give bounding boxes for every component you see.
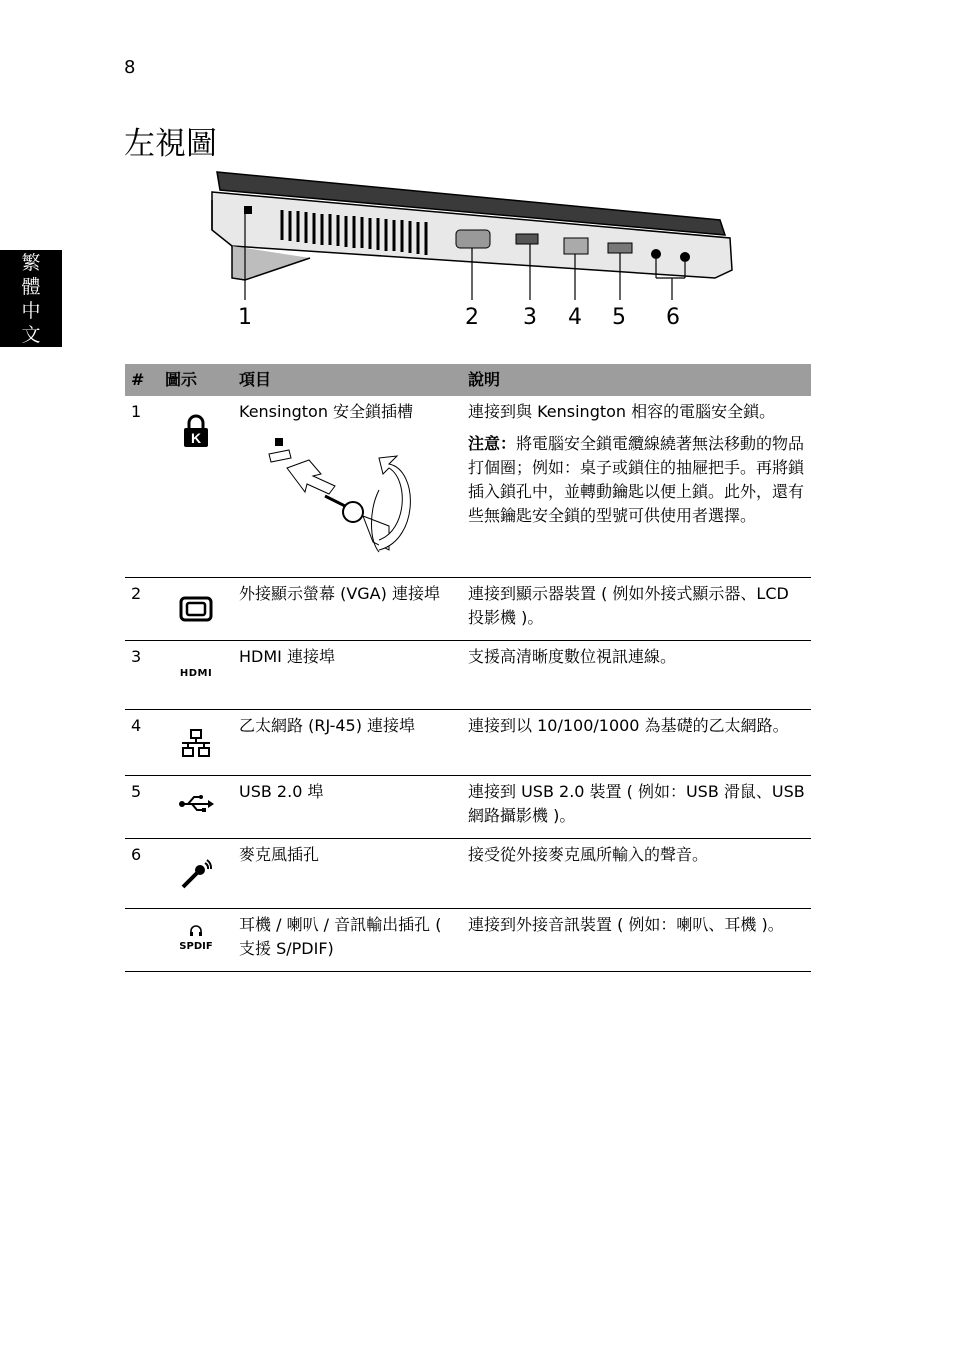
callout-number: 5	[612, 305, 626, 330]
row-number: 6	[125, 839, 159, 909]
page-number: 8	[124, 57, 136, 78]
row-number: 5	[125, 776, 159, 839]
table-row	[125, 776, 811, 839]
header-description: 說明	[462, 364, 811, 396]
row-description: 連接到以 10/100/1000 為基礎的乙太網路。	[462, 710, 811, 776]
side-tab-char: 文	[21, 323, 41, 346]
headphone-spdif-icon	[165, 923, 227, 953]
callout-number: 1	[238, 305, 252, 330]
row-item: HDMI 連接埠	[233, 641, 462, 710]
vga-port-icon	[179, 596, 213, 622]
table-row	[125, 839, 811, 909]
row-item: 耳機 / 喇叭 / 音訊輸出插孔 ( 支援 S/PDIF)	[233, 909, 462, 972]
microphone-icon	[179, 857, 213, 891]
callout-number: 6	[666, 305, 680, 330]
side-tab-char: 中	[21, 299, 41, 322]
row-item: Kensington 安全鎖插槽	[239, 402, 414, 421]
callout-number: 4	[568, 305, 582, 330]
row-description: 連接到外接音訊裝置 ( 例如：喇叭、耳機 )。	[462, 909, 811, 972]
row-item: 外接顯示螢幕 (VGA) 連接埠	[233, 578, 462, 641]
header-item: 項目	[233, 364, 462, 396]
table-row	[125, 396, 811, 578]
table-row	[125, 641, 811, 710]
table-header-row	[125, 364, 811, 396]
table-row	[125, 909, 811, 972]
row-description: 連接到 USB 2.0 裝置 ( 例如：USB 滑鼠、USB 網路攝影機 )。	[462, 776, 811, 839]
callout-number: 3	[523, 305, 537, 330]
spdif-label: SPDIF	[179, 941, 213, 952]
row-item: 麥克風插孔	[233, 839, 462, 909]
section-title: 左視圖	[124, 126, 217, 162]
callout-number: 2	[465, 305, 479, 330]
row-description: 連接到顯示器裝置 ( 例如外接式顯示器、LCD 投影機 )。	[462, 578, 811, 641]
row-number: 3	[125, 641, 159, 710]
row-number: 2	[125, 578, 159, 641]
language-side-tab	[0, 250, 62, 347]
ethernet-port-icon	[179, 728, 213, 758]
note-label: 注意：	[468, 434, 517, 453]
usb-port-icon	[178, 794, 214, 812]
lock-cable-illustration	[239, 430, 429, 560]
side-tab-char: 體	[21, 275, 41, 298]
hdmi-port-icon: HDMI	[179, 668, 213, 679]
kensington-lock-icon	[181, 414, 211, 448]
row-number: 1	[125, 396, 159, 578]
port-spec-table	[125, 364, 811, 972]
row-description: 連接到與 Kensington 相容的電腦安全鎖。	[468, 402, 776, 421]
row-description: 支援高清晰度數位視訊連線。	[462, 641, 811, 710]
note-text: 將電腦安全鎖電纜線繞著無法移動的物品打個圈；例如：桌子或鎖住的抽屜把手。再將鎖插入鎖孔中，並轉動鑰匙以便上鎖。此外，還有些無鑰匙安全鎖的型號可供使用者選擇。	[468, 434, 805, 525]
table-row	[125, 710, 811, 776]
header-number: #	[125, 364, 159, 396]
side-tab-char: 繁	[21, 251, 41, 274]
row-item: 乙太網路 (RJ-45) 連接埠	[233, 710, 462, 776]
row-item: USB 2.0 埠	[233, 776, 462, 839]
row-number	[125, 909, 159, 972]
table-row	[125, 578, 811, 641]
row-number: 4	[125, 710, 159, 776]
row-description: 接受從外接麥克風所輸入的聲音。	[462, 839, 811, 909]
header-icon: 圖示	[159, 364, 233, 396]
svg-text:K: K	[190, 430, 202, 446]
headphone-icon	[188, 923, 204, 937]
